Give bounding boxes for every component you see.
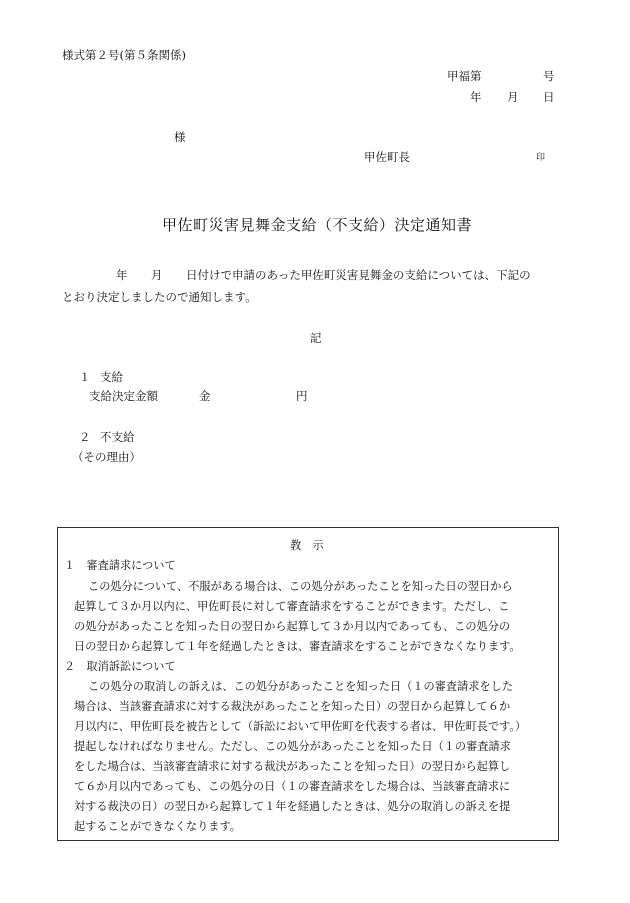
amount-kin: 金 (199, 389, 211, 403)
notice-line: 場合は、当該審査請求に対する裁決があったことを知った日）の翌日から起算して６か (74, 700, 511, 713)
notice-line: 日の翌日から起算して１年を経過したときは、審査請求をすることができなくなります。 (74, 640, 521, 653)
notice-line: この処分の取消しの訴えは、この処分があったことを知った日（１の審査請求をした (88, 680, 514, 693)
notice-line: ２ 取消訴訟について (64, 660, 176, 673)
notice-line: 対する裁決の日）の翌日から起算して１年を経過したときは、処分の取消しの訴えを提 (74, 800, 511, 813)
form-number: 様式第２号(第５条関係) (62, 48, 186, 62)
ki-heading: 記 (310, 331, 322, 345)
reference-prefix: 甲福第 (447, 69, 482, 83)
notice-line: て６か月以内であっても、この処分の日（１の審査請求をした場合は、当該審査請求に (74, 780, 511, 793)
notice-line: 起することができなくなります。 (74, 820, 241, 833)
addressee-suffix: 様 (174, 130, 186, 144)
date-day: 日 (543, 90, 555, 104)
notice-title: 教 示 (290, 539, 324, 552)
body-month: 月 (151, 268, 163, 282)
body-year: 年 (116, 268, 128, 282)
section-1-number: １ (79, 370, 91, 384)
amount-yen: 円 (296, 389, 308, 403)
notice-line: 月以内に、甲佐町長を被告として（訴訟において甲佐町を代表する者は、甲佐町長です。） (74, 720, 527, 733)
notice-line: 起算して３か月以内に、甲佐町長に対して審査請求をすることができます。ただし、こ (74, 600, 510, 613)
date-month: 月 (507, 90, 519, 104)
notice-line: １ 審査請求について (64, 559, 176, 572)
section-1-label: 支給 (100, 370, 123, 384)
date-year: 年 (470, 90, 482, 104)
document-title: 甲佐町災害見舞金支給（不支給）決定通知書 (162, 216, 473, 234)
section-2-label: 不支給 (100, 430, 135, 444)
amount-label: 支給決定金額 (89, 389, 158, 403)
notice-box (57, 527, 559, 841)
section-2-reason: （その理由） (72, 450, 141, 464)
body-line-2: とおり決定しましたので通知します。 (62, 290, 257, 304)
seal-mark: 印 (536, 153, 546, 163)
body-line-1: 日付けで申請のあった甲佐町災害見舞金の支給については、下記の (186, 268, 531, 282)
reference-suffix: 号 (543, 69, 555, 83)
notice-line: 提起しなければなりません。ただし、この処分があったことを知った日（１の審査請求 (74, 740, 511, 753)
notice-line: の処分があったことを知った日の翌日から起算して３か月以内であっても、この処分の (74, 620, 511, 633)
notice-line: この処分について、不服がある場合は、この処分があったことを知った日の翌日から (88, 580, 513, 593)
section-2-number: ２ (79, 430, 91, 444)
notice-line: をした場合は、当該審査請求に対する裁決があったことを知った日）の翌日から起算し (74, 760, 511, 773)
sender-title: 甲佐町長 (364, 150, 410, 164)
